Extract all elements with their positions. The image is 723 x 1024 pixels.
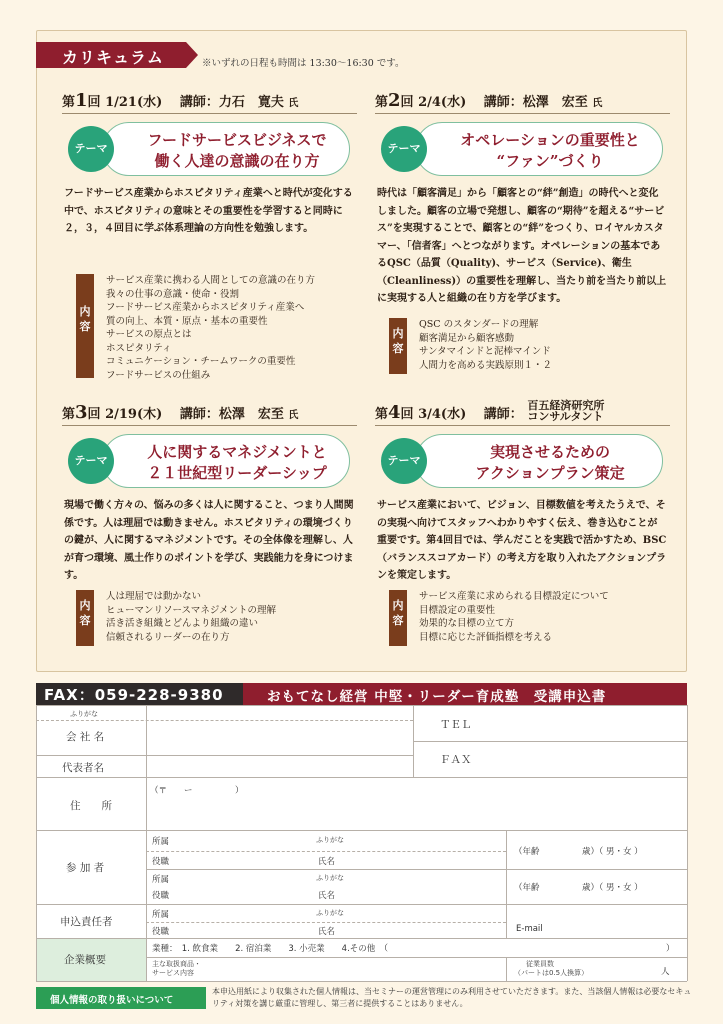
session-1 [62, 90, 357, 380]
age-gender: （年齢 歳）（ 男・女 ） [514, 883, 643, 893]
privacy-text: 本申込用紙により収集された個人情報は、当セミナーの運営管理にのみ利用させていただきます。また、当該個人情報は必要なセキュリティ対策を講じ厳重に管理し、第三者に提供することはありません。 [212, 987, 692, 1008]
application-form: ふりがな 会 社 名 ＴＥＬ ＦＡＸ 代表者名 住 所 （〒 ー ） 参 加 者 所属 ふりがな 役職 氏名 （年齢 歳）（ 男・女 ） 所属 ふりがな 役職 氏名 （年齢 歳）（ 男・女 ） 申込責任者 所属 ふりがな 役職 氏名 E-mail 企業概要 業種： 1. 飲食業 2. 宿泊業 3. 小売業 4.その他 （ ） 主な取扱商品・ サービス内容 従業員数 （パートは0.5人換算） 人 [36, 705, 687, 981]
list-item: コミュニケーション・チームワークの重要性 [106, 356, 296, 367]
session-header: 第4回 3/4(水) 講師： 百五経済研究所 コンサルタント [375, 402, 670, 426]
overview-label: 企業概要 [64, 954, 106, 966]
lecturer-name: 松澤 宏至 [522, 95, 588, 110]
theme-title: 実現させるための アクションプラン策定 [475, 443, 625, 482]
list-item: 人は理屈では動かない [106, 591, 202, 602]
session-date: 2/4(水) [418, 95, 467, 110]
session-4 [375, 398, 670, 662]
session-header: 第2回 2/4(水) 講師：松澤 宏至 氏 [375, 90, 670, 114]
list-item: 目標設定の重要性 [419, 604, 496, 616]
address-label: 住 所 [70, 800, 112, 812]
content-label: 内 容 [76, 590, 94, 646]
industry-options: 業種： 1. 飲食業 2. 宿泊業 3. 小売業 4.その他 （ [152, 944, 389, 954]
curriculum-tab: カリキュラム [36, 42, 186, 68]
session-description: フードサービス産業からホスピタリティ産業へと時代が変化する中で、ホスピタリティの意味とその重要性を学習すると同時に２，３，４回目に学ぶ体系理論の方向性を勉強します。 [64, 188, 353, 234]
content-list [419, 590, 609, 644]
company-label: 会 社 名 [66, 731, 105, 743]
session-date: 2/19(木) [105, 407, 163, 422]
session-date: 1/21(水) [105, 95, 163, 110]
list-item: 人間力を高める実践原則１・２ [419, 359, 553, 371]
list-item: ヒューマンリソースマネジメントの理解 [106, 604, 277, 616]
session-header: 第1回 1/21(水) 講師：力石 寛夫 氏 [62, 90, 357, 114]
tel-label: ＴＥＬ [440, 719, 472, 731]
responsible-label: 申込責任者 [60, 916, 113, 928]
theme-title: オペレーションの重要性と “ファン”づくり [460, 131, 640, 170]
list-item: サービス産業に求められる目標設定について [419, 591, 609, 602]
fax-number: FAX：059-228-9380 [36, 683, 243, 705]
list-item: 効果的な目標の立て方 [419, 618, 515, 629]
session-2 [375, 90, 670, 380]
list-item: サービスの原点とは [106, 329, 192, 340]
session-3 [62, 402, 357, 662]
session-header: 第3回 2/19(木) 講師：松澤 宏至 氏 [62, 402, 357, 426]
list-item: ホスピタリティ [106, 342, 172, 354]
content-list [106, 590, 276, 644]
lecturer-name: 松澤 宏至 [218, 407, 284, 422]
postal-code: （〒 ー ） [150, 786, 244, 796]
content-label: 内 容 [389, 318, 407, 374]
content-list [419, 318, 552, 372]
list-item: サービス産業に携わる人間としての意識の在り方 [106, 275, 316, 286]
fax-label: ＦＡＸ [440, 754, 472, 766]
theme-badge: テーマ [381, 126, 427, 172]
list-item: サンタマインドと泥棒マインド [419, 346, 551, 357]
schedule-note: ※いずれの日程も時間は 13:30〜16:30 です。 [202, 58, 405, 69]
theme-title: 人に関するマネジメントと ２１世紀型リーダーシップ [147, 443, 327, 482]
session-description: 現場で働く方々の、悩みの多くは人に関すること、つまり人間関係です。人は理屈では動きません。ホスピタリティの環境づくりの鍵が、人に関するマネジメントです。その全体像を理解し、人が育つ環境、風土作りのポイントを学び、実践能力を身につけます。 [64, 500, 354, 581]
list-item: フードサービス産業からホスピタリティ産業へ [106, 302, 305, 313]
session-date: 3/4(水) [418, 407, 467, 422]
content-label: 内 容 [389, 590, 407, 646]
lecturer-name: 百五経済研究所 コンサルタント [527, 398, 605, 423]
session-description: 時代は「顧客満足」から「顧客との“絆”創造」の時代へと変化しました。顧客の立場で発想し、顧客の“期待”を超える“サービス”を実現することで、顧客との“絆”をつくり、ロイヤルカスタマー、「信者客」へとつながります。オペレーションの基本であるQSC（品質（Quality)、サービス（Service)、衛生（Cleanliness)）の重要性を理解し、当たり前を当たり前以上に実現する人と組織の在り方を学びます。 [377, 188, 667, 304]
privacy-label: 個人情報の取り扱いについて [36, 987, 206, 1009]
age-gender: （年齢 歳）（ 男・女 ） [514, 847, 643, 857]
session-description: サービス産業において、ビジョン、目標数値を考えたうえで、その実現へ向けてスタッフへわかりやすく伝え、巻き込むことが重要です。第4回目では、学んだことを実践で活かすため、BSC（バランススコアカード）の考え方を取り入れたアクションプランを策定します。 [377, 500, 667, 581]
participant-label: 参 加 者 [66, 862, 105, 874]
list-item: 目標に応じた評価指標を考える [419, 631, 553, 643]
theme-title: フードサービスビジネスで 働く人達の意識の在り方 [147, 131, 327, 170]
list-item: 信頼されるリーダーの在り方 [106, 631, 230, 643]
list-item: 質の向上、本質・原点・基本の重要性 [106, 315, 268, 327]
email-label: E-mail [516, 924, 543, 934]
theme-badge: テーマ [68, 438, 114, 484]
list-item: 我々の仕事の意識・使命・役割 [106, 288, 240, 300]
theme-badge: テーマ [381, 438, 427, 484]
list-item: 顧客満足から顧客感動 [419, 332, 515, 344]
content-label: 内 容 [76, 274, 94, 378]
list-item: 活き活き組織とどんより組織の違い [106, 618, 259, 629]
theme-badge: テーマ [68, 126, 114, 172]
lecturer-name: 力石 寛夫 [218, 95, 284, 110]
list-item: フードサービスの仕組み [106, 369, 211, 381]
furigana-label: ふりがな [70, 710, 98, 718]
representative-label: 代表者名 [62, 762, 104, 774]
form-title: おもてなし経営 中堅・リーダー育成塾 受講申込書 [243, 683, 687, 705]
list-item: QSC のスタンダードの理解 [419, 319, 539, 330]
content-list [106, 274, 315, 382]
